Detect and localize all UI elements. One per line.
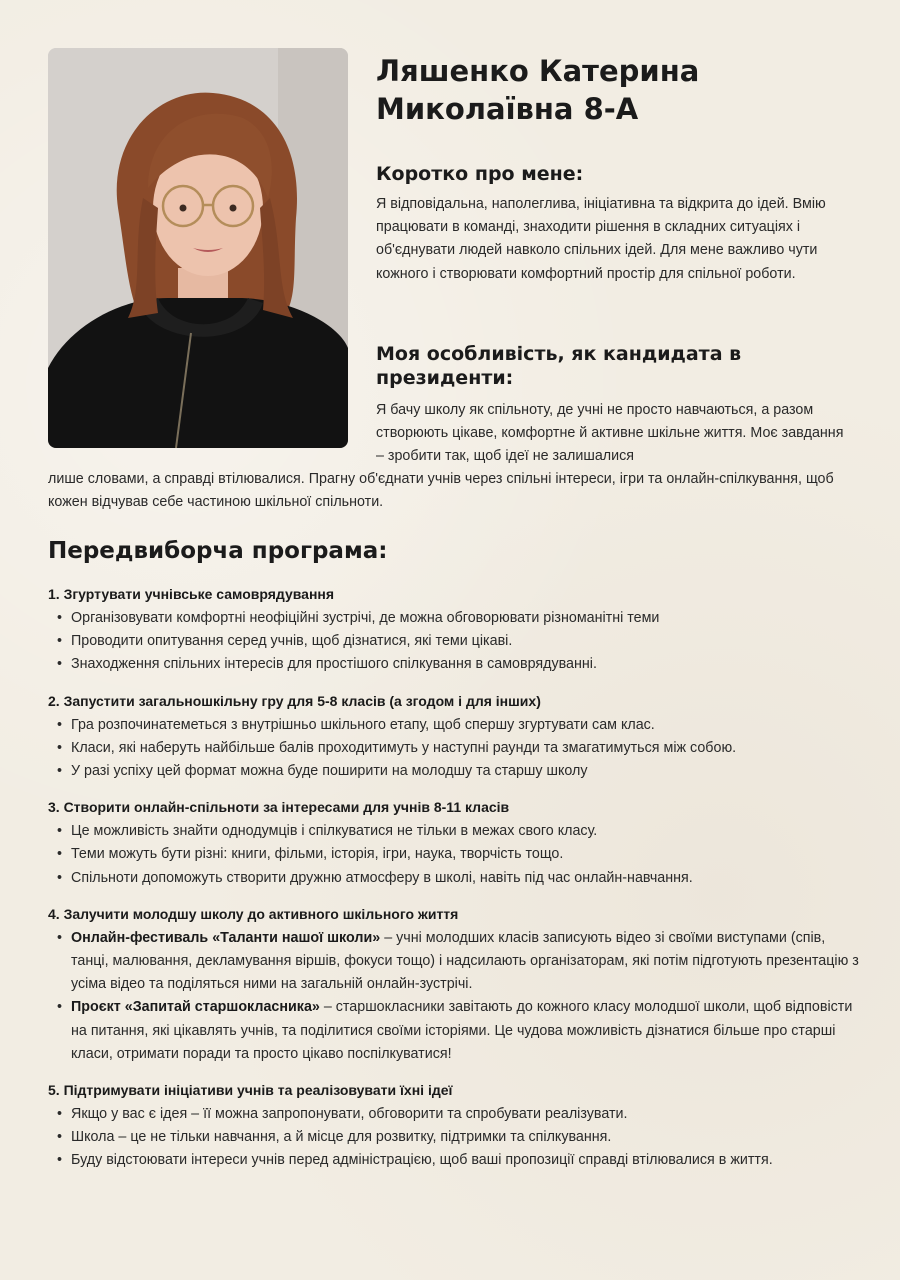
candidate-photo xyxy=(48,48,348,448)
bullet-list xyxy=(48,607,864,677)
about-text: Я відповідальна, наполеглива, ініціативна та відкрита до ідей. Вмію працювати в команді, знаходити рішення в складних ситуаціях і об'єднувати людей навколо спільних ідей. Для мене важливо чути кожного і створювати комфортний простір для спільної роботи. xyxy=(376,196,826,282)
program-section-2 xyxy=(48,691,864,784)
list-item: • Знаходження спільних інтересів для простішого спілкування в самоврядуванні. xyxy=(48,653,864,676)
list-item: • Організовувати комфортні неофіційні зустрічі, де можна обговорювати різноманітні теми xyxy=(48,607,864,630)
feature-heading: Моя особливість, як кандидата в президенти: xyxy=(376,343,742,389)
program-heading: Передвиборча програма: xyxy=(48,538,388,564)
section-title: 4. Залучити молодшу школу до активного шкільного життя xyxy=(48,905,459,922)
list-item: • Якщо у вас є ідея – її можна запропонувати, обговорити та спробувати реалізувати. xyxy=(48,1103,864,1126)
list-item: • Школа – це не тільки навчання, а й місце для розвитку, підтримки та спілкування. xyxy=(48,1126,864,1149)
feature-text-part1: Я бачу школу як спільноту, де учні не просто навчаються, а разом створюють цікаве, комфортне й активне шкільне життя. Моє завдання – зробити так, щоб ідеї не залишалися xyxy=(376,402,844,465)
list-item: • Теми можуть бути різні: книги, фільми, історія, ігри, наука, творчість тощо. xyxy=(48,843,864,866)
section-title: 2. Запустити загальношкільну гру для 5-8 класів (а згодом і для інших) xyxy=(48,692,541,709)
list-item: • Класи, які наберуть найбільше балів проходитимуть у наступні раунди та змагатимуться між собою. xyxy=(48,737,864,760)
program-section-3 xyxy=(48,797,864,890)
list-item: • У разі успіху цей формат можна буде поширити на молодшу та старшу школу xyxy=(48,760,864,783)
section-title: 3. Створити онлайн-спільноти за інтересами для учнів 8-11 класів xyxy=(48,799,510,816)
bullet-list xyxy=(48,927,864,1066)
section-title: 5. Підтримувати ініціативи учнів та реалізовувати їхні ідеї xyxy=(48,1082,453,1099)
list-item xyxy=(48,927,864,997)
list-item: • Це можливість знайти однодумців і спілкуватися не тільки в межах свого класу. xyxy=(48,820,864,843)
list-item: • Спільноти допоможуть створити дружню атмосферу в школі, навіть під час онлайн-навчання. xyxy=(48,867,864,890)
bullet-list xyxy=(48,820,864,890)
bullet-list xyxy=(48,714,864,784)
program-section-5 xyxy=(48,1080,864,1173)
list-item: • Буду відстоювати інтереси учнів перед адміністрацією, щоб ваші пропозиції справді втілювалися в життя. xyxy=(48,1149,864,1172)
about-heading: Коротко про мене: xyxy=(376,163,584,185)
list-item: • Гра розпочинатеметься з внутрішньо шкільного етапу, щоб спершу згуртувати сам клас. xyxy=(48,714,864,737)
program-section-4 xyxy=(48,904,864,1066)
candidate-name-line2: Миколаївна 8-А xyxy=(376,92,639,126)
list-item xyxy=(48,996,864,1066)
program-section-1 xyxy=(48,584,864,677)
list-item: • Проводити опитування серед учнів, щоб дізнатися, які теми цікаві. xyxy=(48,630,864,653)
program-list xyxy=(48,584,864,1187)
item-text: – учні молодших класів записують відео зі своїми виступами (спів, танці, малювання, декламування віршів, фокуси тощо) і надсилають організаторам, які потім підготують презентацію з усіма відео та поділяться ними на загальній онлайн-зустрічі. xyxy=(71,929,859,993)
item-bold-label: Проєкт «Запитай старшокласника» xyxy=(71,999,320,1016)
bullet-list xyxy=(48,1103,864,1173)
portrait-illustration xyxy=(48,48,348,448)
candidate-name xyxy=(376,52,856,128)
item-bold-label: Онлайн-фестиваль «Таланти нашої школи» xyxy=(71,929,381,946)
feature-text-part2: лише словами, а справді втілювалися. Прагну об'єднати учнів через спільні інтереси, ігри та онлайн-спілкування, щоб кожен відчував себе частиною шкільної спільноти. xyxy=(48,471,834,511)
candidate-name-line1: Ляшенко Катерина xyxy=(376,54,700,88)
item-text: – старшокласники завітають до кожного класу молодшої школи, щоб відповісти на питання, які цікавлять учнів, та поділитися своїми історіями. Це чудова можливість дізнатися більше про старші класи, отримати поради та просто цікаво поспілкуватися! xyxy=(71,999,853,1062)
section-title: 1. Згуртувати учнівське самоврядування xyxy=(48,586,335,602)
